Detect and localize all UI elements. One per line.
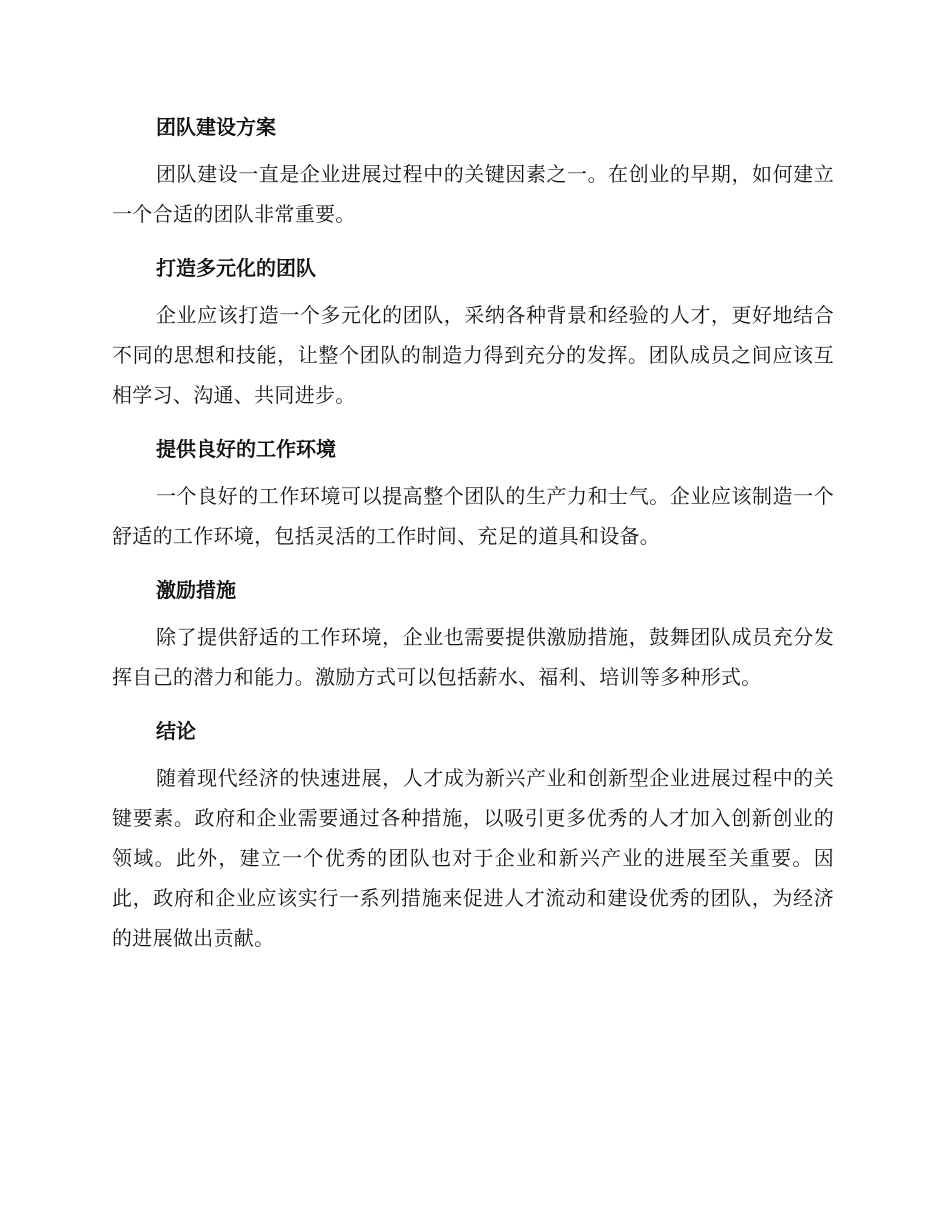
section-paragraph-team-building-plan: 团队建设一直是企业进展过程中的关键因素之一。在创业的早期，如何建立一个合适的团队非常重要。: [112, 162, 834, 226]
section-paragraph-diverse-team: 企业应该打造一个多元化的团队，采纳各种背景和经验的人才，更好地结合不同的思想和技能，让整个团队的制造力得到充分的发挥。团队成员之间应该互相学习、沟通、共同进步。: [112, 303, 834, 407]
section-paragraph-conclusion: 随着现代经济的快速进展，人才成为新兴产业和创新型企业进展过程中的关键要素。政府和企业需要通过各种措施，以吸引更多优秀的人才加入创新创业的领域。此外，建立一个优秀的团队也对于企业和新兴产业的进展至关重要。因此，政府和企业应该实行一系列措施来促进人才流动和建设优秀的团队，为经济的进展做出贡献。: [112, 766, 834, 950]
section-heading-diverse-team: 打造多元化的团队: [156, 256, 316, 280]
spacer: [112, 423, 834, 430]
spacer: [112, 705, 834, 712]
section-heading-work-environment: 提供良好的工作环境: [156, 437, 336, 461]
spacer: [112, 242, 834, 249]
section-paragraph-work-environment: 一个良好的工作环境可以提高整个团队的生产力和士气。企业应该制造一个舒适的工作环境，包括灵活的工作时间、充足的道具和设备。: [112, 484, 834, 548]
spacer: [112, 564, 834, 571]
section-heading-conclusion: 结论: [156, 719, 196, 743]
section-heading-incentives: 激励措施: [156, 578, 236, 602]
section-heading-team-building-plan: 团队建设方案: [156, 115, 276, 139]
section-paragraph-incentives: 除了提供舒适的工作环境，企业也需要提供激励措施，鼓舞团队成员充分发挥自己的潜力和能力。激励方式可以包括薪水、福利、培训等多种形式。: [112, 625, 834, 689]
document-body: [112, 108, 834, 966]
